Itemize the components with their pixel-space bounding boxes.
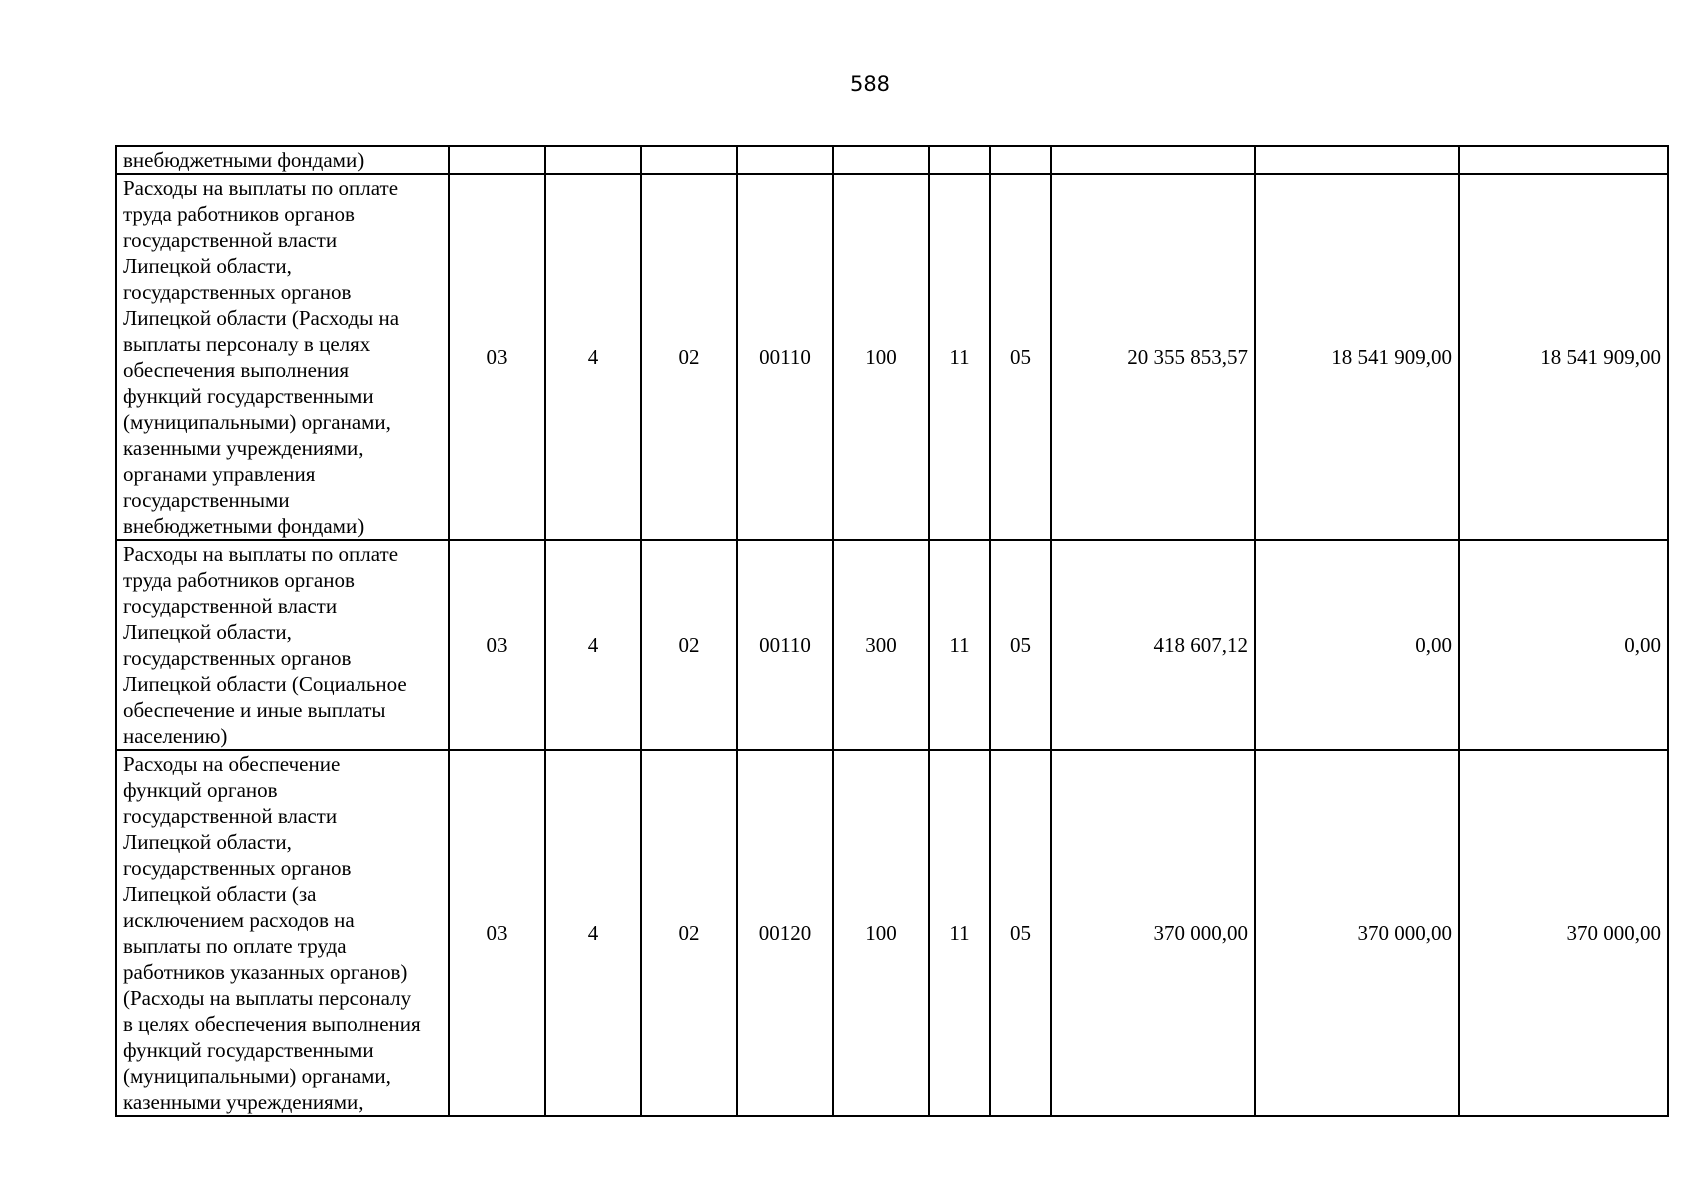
column-code-6: 11 [929,174,990,540]
column-code-2 [545,146,641,174]
description-line: (муниципальными) органами, [123,1064,391,1088]
column-code-6 [929,146,990,174]
column-code-4: 00110 [737,540,833,750]
description-line: в целях обеспечения выполнения [123,1012,421,1036]
description-line: функций органов [123,778,278,802]
column-code-7: 05 [990,540,1051,750]
column-amount-1: 418 607,12 [1051,540,1255,750]
description-line: исключением расходов на [123,908,355,932]
column-code-7: 05 [990,750,1051,1116]
column-code-3: 02 [641,540,737,750]
description-line: функций государственными [123,1038,374,1062]
column-code-5 [833,146,929,174]
column-code-3: 02 [641,750,737,1116]
column-code-2: 4 [545,750,641,1116]
column-amount-2 [1255,146,1459,174]
row-description [116,174,449,540]
column-code-6: 11 [929,540,990,750]
column-amount-1 [1051,146,1255,174]
column-code-1 [449,146,545,174]
column-code-5: 100 [833,174,929,540]
description-line: внебюджетными фондами) [123,148,365,172]
description-line: государственных органов [123,856,352,880]
description-line: государственных органов [123,280,352,304]
description-line: (муниципальными) органами, [123,410,391,434]
description-line: работников указанных органов) [123,960,408,984]
column-code-5: 100 [833,750,929,1116]
column-amount-1: 370 000,00 [1051,750,1255,1116]
description-line: государственной власти [123,594,338,618]
column-code-3: 02 [641,174,737,540]
column-amount-2: 0,00 [1255,540,1459,750]
column-amount-3: 18 541 909,00 [1459,174,1668,540]
column-code-1: 03 [449,174,545,540]
table-row [116,750,1668,1116]
budget-table [115,145,1669,1117]
description-line: Липецкой области (Социальное [123,672,407,696]
column-amount-1: 20 355 853,57 [1051,174,1255,540]
table-row [116,146,1668,174]
column-code-4: 00110 [737,174,833,540]
row-description [116,540,449,750]
description-line: Липецкой области, [123,620,292,644]
description-line: Липецкой области (Расходы на [123,306,400,330]
description-line: Липецкой области (за [123,882,317,906]
description-line: Расходы на выплаты по оплате [123,176,399,200]
description-line: Расходы на выплаты по оплате [123,542,399,566]
page-number: 588 [849,72,891,96]
description-line: Расходы на обеспечение [123,752,341,776]
description-line: функций государственными [123,384,374,408]
description-line: выплаты персоналу в целях [123,332,371,356]
column-code-2: 4 [545,174,641,540]
column-code-6: 11 [929,750,990,1116]
column-code-7 [990,146,1051,174]
column-amount-3: 370 000,00 [1459,750,1668,1116]
column-code-1: 03 [449,750,545,1116]
column-amount-3 [1459,146,1668,174]
column-code-4: 00120 [737,750,833,1116]
column-code-2: 4 [545,540,641,750]
description-line: государственными [123,488,290,512]
description-line: обеспечение и иные выплаты [123,698,386,722]
column-amount-2: 370 000,00 [1255,750,1459,1116]
description-line: выплаты по оплате труда [123,934,347,958]
description-line: труда работников органов [123,568,355,592]
table-row [116,540,1668,750]
description-line: государственной власти [123,228,338,252]
description-line: казенными учреждениями, [123,1090,364,1114]
description-line: Липецкой области, [123,254,292,278]
column-code-3 [641,146,737,174]
description-line: государственных органов [123,646,352,670]
column-amount-2: 18 541 909,00 [1255,174,1459,540]
column-amount-3: 0,00 [1459,540,1668,750]
row-description [116,146,449,174]
description-line: внебюджетными фондами) [123,514,365,538]
description-line: казенными учреждениями, [123,436,364,460]
table-row [116,174,1668,540]
column-code-1: 03 [449,540,545,750]
row-description [116,750,449,1116]
description-line: обеспечения выполнения [123,358,350,382]
column-code-7: 05 [990,174,1051,540]
column-code-5: 300 [833,540,929,750]
description-line: Липецкой области, [123,830,292,854]
description-line: населению) [123,724,228,748]
column-code-4 [737,146,833,174]
description-line: (Расходы на выплаты персоналу [123,986,412,1010]
description-line: государственной власти [123,804,338,828]
description-line: труда работников органов [123,202,355,226]
description-line: органами управления [123,462,316,486]
